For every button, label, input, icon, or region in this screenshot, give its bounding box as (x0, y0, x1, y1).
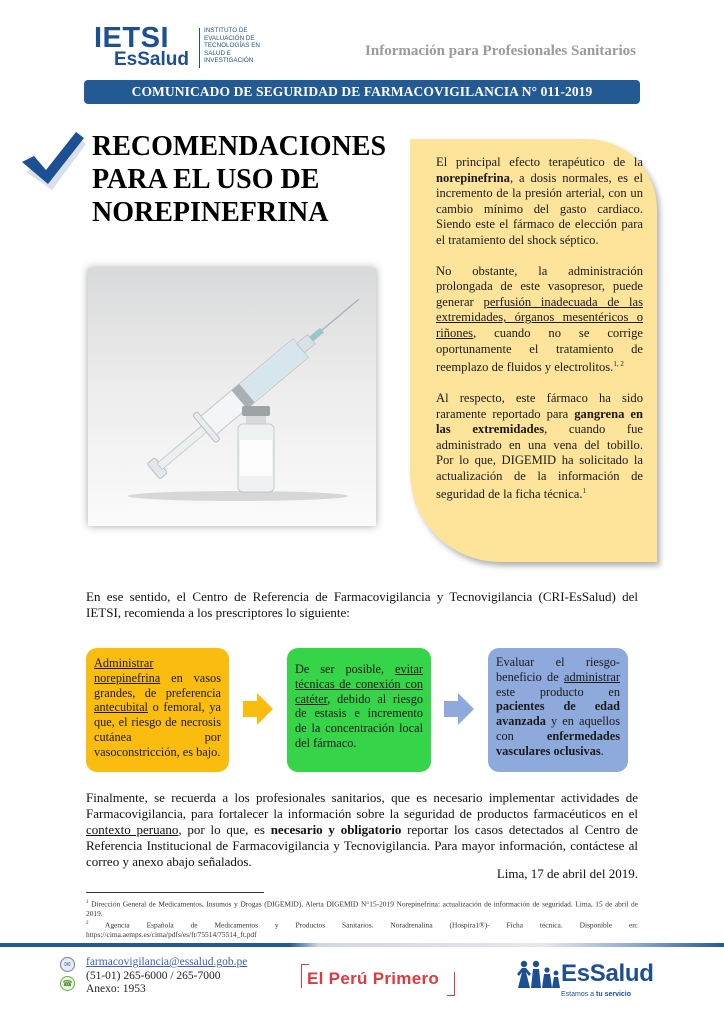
syringe-vial-photo (88, 268, 376, 526)
el-peru-primero-logo (301, 964, 455, 996)
underlined-text: contexto peruano (86, 822, 179, 837)
date-line: Lima, 17 de abril del 2019. (496, 866, 638, 881)
logo-bracket (447, 972, 455, 996)
underlined-text: perfusión inadecuada de las extremidades, órganos mesentéricos o riñones (436, 294, 643, 340)
footnotes (86, 898, 638, 939)
logo-institute-text (204, 27, 276, 65)
text: Al respecto, este fármaco ha sido raramente reportado para (436, 390, 643, 421)
essalud-slogan (561, 991, 631, 998)
title-line: RECOMENDACIONES (92, 131, 387, 162)
underlined-text: evitar técnicas de conexión con catéter (295, 662, 423, 706)
phone-icon: ☎ (60, 976, 75, 991)
logo-institute-line: INSTITUTO DE (204, 27, 248, 34)
arrow-right-icon (243, 693, 273, 725)
logo-ietsi-text: IETSI (94, 22, 170, 54)
info-paragraph-3 (436, 391, 643, 503)
title-line: PARA EL USO DE (92, 164, 320, 195)
footer-divider (0, 943, 724, 947)
recommendation-card-1 (86, 648, 229, 772)
footnote-1 (86, 898, 638, 919)
contact-block (60, 956, 247, 997)
text: Finalmente, se recuerda a los profesionales sanitarios, que es necesario implementar actividades de Farmacovigilancia, para fortalecer la información sobre la seguridad de productos farmacéuticos en el (86, 790, 638, 821)
logo-divider (199, 28, 200, 68)
text: , cuando fue administrado en una vena del tobillo. Por lo que, DIGEMID ha solicitado la actualización de la información de seguridad de la ficha técnica. (436, 422, 643, 502)
bold-text: pacientes de edad avanzada (496, 699, 620, 729)
footnote-number: 1 (86, 900, 89, 905)
underlined-text: administrar (563, 669, 620, 684)
ietsi-logo (94, 22, 274, 70)
recommendation-card-2 (287, 648, 431, 772)
text: este producto en (496, 684, 620, 699)
syringe-illustration (88, 268, 376, 526)
logo-essalud-text: EsSalud (114, 49, 189, 70)
essalud-logo-text: EsSalud (561, 960, 654, 987)
text: Evaluar el riesgo-beneficio de (496, 655, 620, 684)
logo-institute-line: TECNOLOGÍAS EN (204, 42, 260, 50)
checkmark-icon (20, 132, 86, 190)
header-tagline: Información para Profesionales Sanitarios (365, 43, 636, 59)
contact-extension: Anexo: 1953 (86, 983, 146, 995)
text: o femoral, ya que, el riesgo de necrosis cutánea por vasoconstricción, es bajo. (94, 700, 221, 759)
mail-icon: ✉ (60, 957, 75, 972)
info-box (410, 139, 657, 562)
page-title (92, 130, 386, 229)
footnote-number: 2 (86, 920, 89, 926)
footnote-ref: 1, 2 (613, 360, 624, 369)
intro-paragraph: En ese sentido, el Centro de Referencia de Farmacovigilancia y Tecnovigilancia (CRI-EsSalud) del IETSI, recomienda a los prescriptores lo siguiente: (86, 589, 638, 620)
text: , debido al riesgo de estasis e incremento de la concentración local del fármaco. (295, 691, 423, 750)
info-paragraph-1 (436, 155, 643, 249)
slogan-bold: tu servicio (596, 991, 632, 998)
bold-text: necesario y obligatorio (270, 822, 402, 837)
vial-icon (238, 406, 274, 492)
info-paragraph-2 (436, 264, 643, 376)
underlined-text: Administrar norepinefrina (94, 656, 161, 685)
logo-institute-line: INVESTIGACIÓN (204, 57, 254, 65)
bold-text: enfermedades vasculares oclusivas (496, 728, 620, 758)
peru-logo-text: El Perú Primero (307, 969, 440, 988)
slogan-text: Estamos a (561, 991, 597, 998)
footnote-text: Dirección General de Medicamentos, Insumos y Drogas (DIGEMID). Alerta DIGEMID N°15-2019 Norepinefrina: actualización de información de seguridad. Lima, 15 de abril de 2019. (86, 899, 638, 919)
text: El principal efecto terapéutico de la (436, 155, 643, 169)
arrow-right-icon (444, 693, 474, 725)
recommendation-card-3 (488, 648, 628, 772)
text: y en aquellos con (496, 714, 620, 743)
logo-institute-line: EVALUACIÓN DE (204, 34, 255, 42)
text: , por lo que, es (178, 822, 271, 837)
title-line: NOREPINEFRINA (92, 197, 329, 228)
contact-email-link[interactable]: farmacovigilancia@essalud.gob.pe (86, 956, 248, 968)
footnote-2-link[interactable]: https://cima.aemps.es/cima/pdfs/es/ft/75514/75514_ft.pdf (86, 929, 257, 939)
bold-text: norepinefrina (436, 170, 510, 185)
footnote-divider (86, 892, 264, 893)
text: reportar los casos detectados al Centro de Referencia Institucional de Farmacovigilancia y Tecnovigilancia. Para mayor información, contáctese al correo y anexo abajo señalados. (86, 822, 638, 869)
text: en vasos grandes, de preferencia (94, 670, 221, 700)
logo-institute-line: SALUD E (204, 49, 231, 57)
bulletin-title-bar: COMUNICADO DE SEGURIDAD DE FARMACOVIGILANCIA N° 011-2019 (84, 80, 640, 104)
text: . (600, 743, 604, 758)
text: , a dosis normales, es el incremento de la presión arterial, con un cambio mínimo del gasto cardiaco. Siendo este el fármaco de elección para el tratamiento del shock séptico. (436, 170, 643, 247)
text: De ser posible, (295, 662, 395, 676)
shadow (128, 491, 348, 501)
text: , cuando no se corrige oportunamente el tratamiento de reemplazo de fluidos y electrolitos. (436, 325, 643, 375)
family-figures-icon (517, 960, 561, 990)
bold-text: gangrena en las extremidades (436, 406, 643, 437)
essalud-logo (517, 960, 654, 1002)
text: No obstante, la administración prolongada de este vasopresor, puede generar (436, 263, 643, 309)
contact-phone: (51-01) 265-6000 / 265-7000 (86, 969, 221, 982)
footnote-2 (86, 919, 638, 930)
underlined-text: antecubital (94, 700, 148, 715)
closing-paragraph (86, 790, 638, 870)
footnote-ref: 1 (582, 487, 587, 496)
footnote-text: Agencia Española de Medicamentos y Productos Sanitarios. Noradrenalina (Hospira1®)- Ficha técnica. Disponible en: (88, 920, 638, 930)
